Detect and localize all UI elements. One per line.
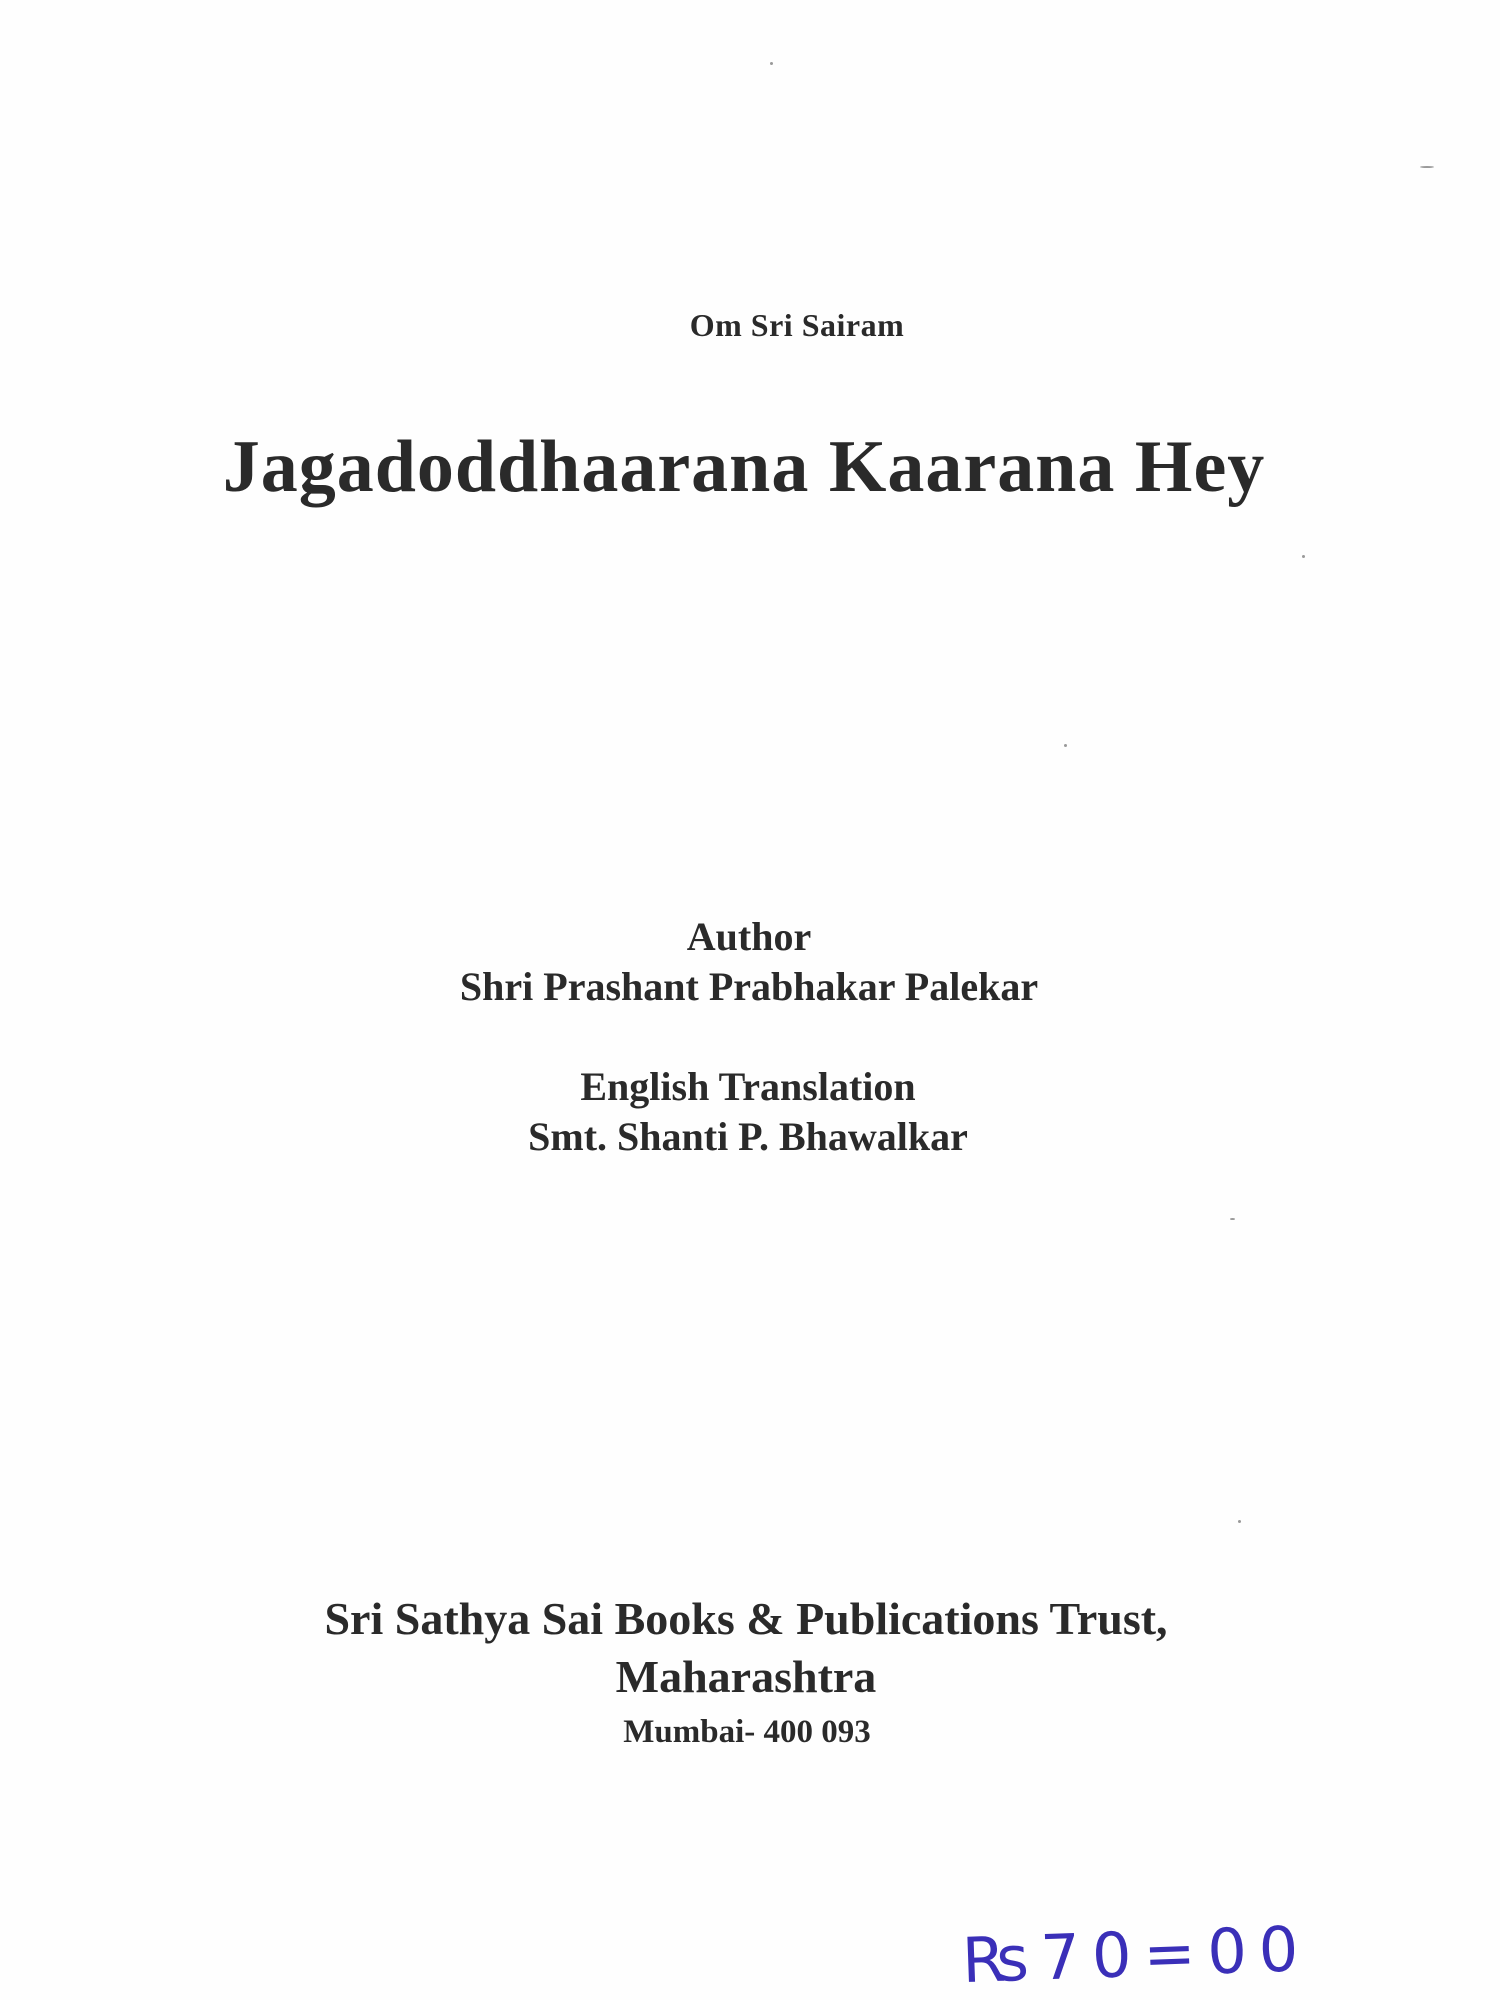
translation-label: English Translation: [580, 1064, 916, 1109]
invocation-text: Om Sri Sairam: [689, 307, 905, 343]
publisher-city: Mumbai- 400 093: [623, 1714, 871, 1750]
scan-speck: [1420, 166, 1434, 168]
publisher-name: Sri Sathya Sai Books & Publications Trust,: [324, 1593, 1168, 1644]
handwritten-price-stamp: ₨70=00: [960, 1911, 1312, 1998]
scan-speck: [1238, 1520, 1241, 1523]
book-title: Jagadoddhaarana Kaarana Hey: [222, 426, 1266, 508]
scan-speck: [770, 62, 773, 65]
scan-speck: [1302, 555, 1305, 558]
author-name: Shri Prashant Prabhakar Palekar: [459, 964, 1039, 1009]
author-label: Author: [686, 914, 812, 959]
translator-name: Smt. Shanti P. Bhawalkar: [528, 1114, 968, 1159]
publisher-region: Maharashtra: [615, 1651, 877, 1702]
scan-speck: [1230, 1218, 1235, 1220]
scan-speck: [1064, 744, 1067, 747]
